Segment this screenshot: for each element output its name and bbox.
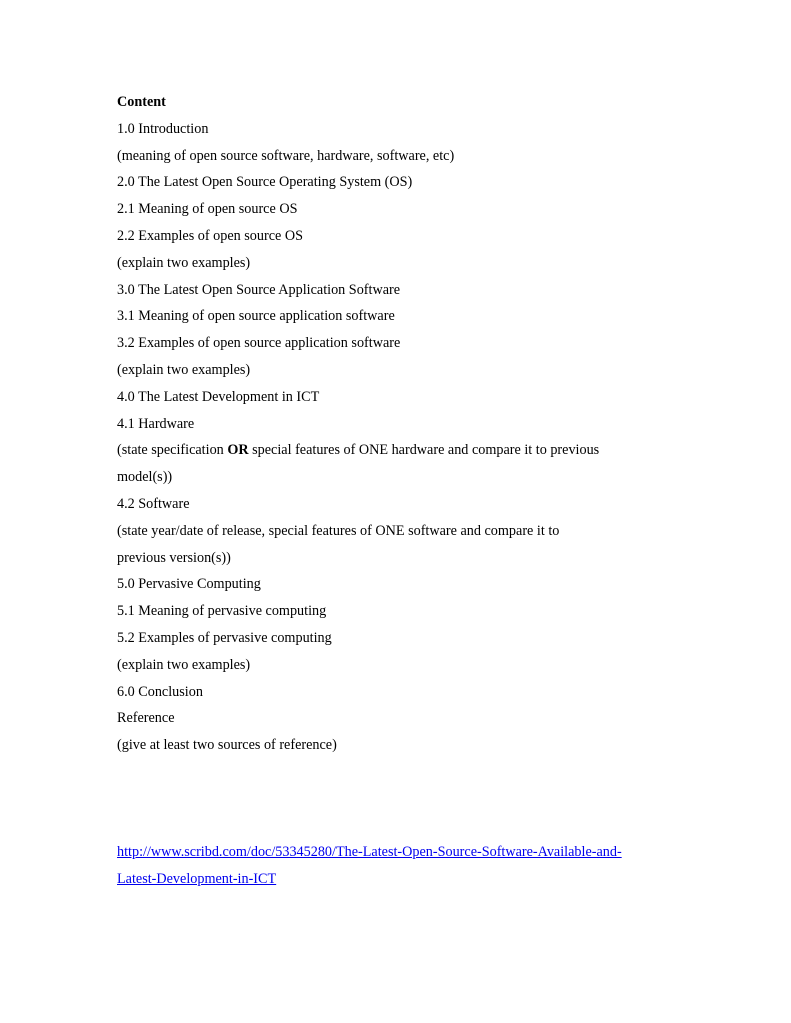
- document-body: [117, 89, 677, 893]
- outline-line: (explain two examples): [117, 656, 251, 673]
- outline-line: 4.1 Hardware: [117, 415, 195, 432]
- reference-link-continuation[interactable]: Latest-Development-in-ICT: [117, 871, 277, 888]
- outline-line: 5.1 Meaning of pervasive computing: [117, 603, 327, 620]
- outline-line: 3.1 Meaning of open source application software: [117, 308, 395, 325]
- outline-line: (give at least two sources of reference): [117, 737, 337, 754]
- blank-space: [117, 759, 677, 839]
- outline-line: 2.0 The Latest Open Source Operating System (OS): [117, 174, 413, 191]
- outline-line: 4.2 Software: [117, 495, 190, 512]
- outline-line: 5.2 Examples of pervasive computing: [117, 629, 332, 646]
- outline-line: Reference: [117, 710, 175, 727]
- hardware-note-continuation: model(s)): [117, 469, 173, 486]
- outline-line: 3.0 The Latest Open Source Application Software: [117, 281, 401, 298]
- outline-line: 5.0 Pervasive Computing: [117, 576, 261, 593]
- reference-link-line-2[interactable]: [117, 866, 677, 893]
- outline-line: (explain two examples): [117, 361, 251, 378]
- outline-line: (state year/date of release, special features of ONE software and compare it to: [117, 522, 560, 539]
- reference-link-line-1[interactable]: [117, 839, 677, 866]
- hardware-note-before: (state specification: [117, 442, 228, 459]
- content-heading: Content: [117, 94, 166, 110]
- outline-line: 2.2 Examples of open source OS: [117, 227, 303, 244]
- hardware-note-or: OR: [227, 442, 249, 459]
- outline-line: 4.0 The Latest Development in ICT: [117, 388, 320, 405]
- outline-line: 3.2 Examples of open source application software: [117, 335, 401, 352]
- reference-link[interactable]: http://www.scribd.com/doc/53345280/The-Latest-Open-Source-Software-Available-and-: [117, 844, 622, 861]
- hardware-note: [117, 437, 677, 464]
- hardware-note-after: special features of ONE hardware and compare it to previous: [248, 442, 600, 459]
- outline-line: (meaning of open source software, hardware, software, etc): [117, 147, 455, 164]
- outline-line: 2.1 Meaning of open source OS: [117, 201, 298, 218]
- outline-line: previous version(s)): [117, 549, 231, 566]
- outline-line: 1.0 Introduction: [117, 120, 209, 137]
- outline-line: 6.0 Conclusion: [117, 683, 203, 700]
- outline-line: (explain two examples): [117, 254, 251, 271]
